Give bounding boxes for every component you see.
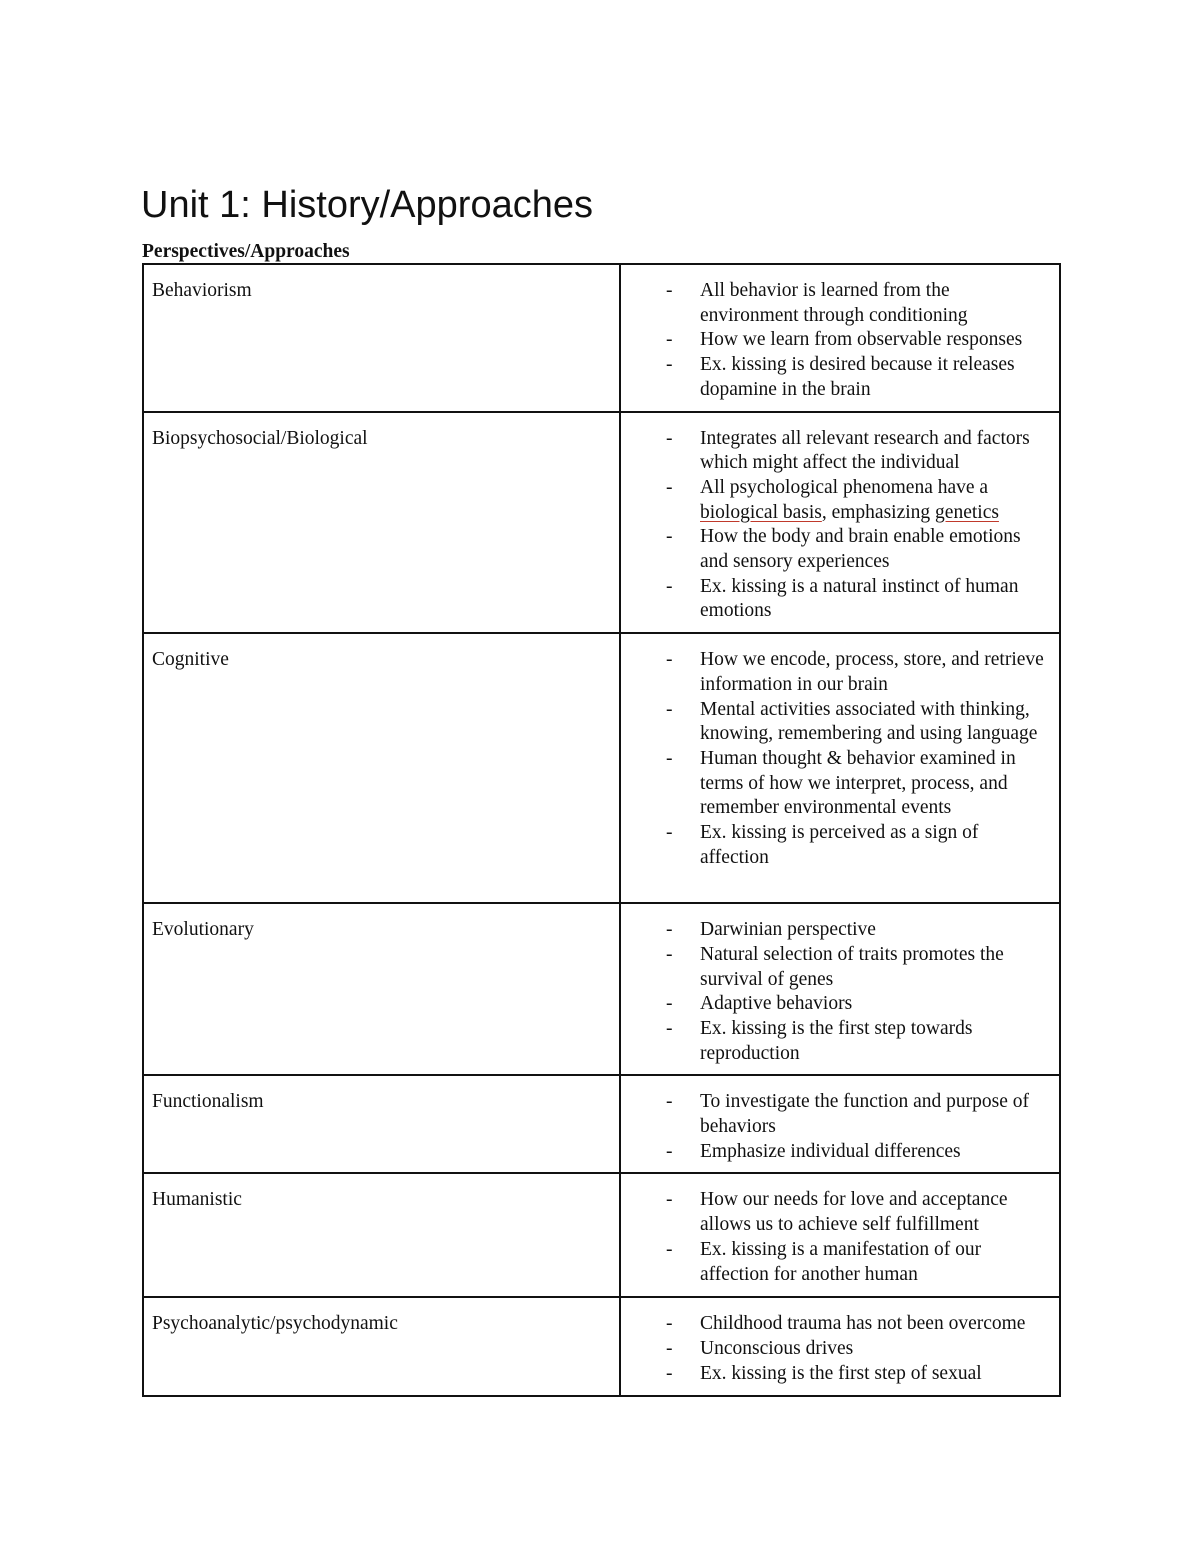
list-item: - How our needs for love and acceptance allows us to achieve self fulfillment	[621, 1188, 1051, 1237]
approach-name: Psychoanalytic/psychodynamic	[143, 1297, 620, 1395]
list-item-text: All psychological phenomena have a	[700, 476, 989, 498]
list-item: - Ex. kissing is a manifestation of our affection for another human	[621, 1238, 1051, 1287]
approach-description	[620, 264, 1060, 412]
approach-description	[620, 1173, 1060, 1297]
list-item	[621, 476, 1051, 525]
list-item-text: , emphasizing	[821, 501, 936, 523]
list-item: - Ex. kissing is the first step towards reproduction	[621, 1017, 1051, 1066]
approach-name: Evolutionary	[143, 903, 620, 1075]
bullet-list	[621, 1188, 1051, 1287]
table-row	[143, 903, 1060, 1075]
list-item: - Ex. kissing is the first step of sexual	[621, 1362, 1051, 1387]
approach-description	[620, 633, 1060, 903]
list-item: - Darwinian perspective	[621, 918, 1051, 943]
list-item: - Integrates all relevant research and factors which might affect the individual	[621, 427, 1051, 476]
bullet-list	[621, 1090, 1051, 1164]
table-row	[143, 1297, 1060, 1395]
list-item: - How the body and brain enable emotions and sensory experiences	[621, 525, 1051, 574]
approach-name: Biopsychosocial/Biological	[143, 412, 620, 634]
table-row	[143, 412, 1060, 634]
list-item: - To investigate the function and purpose of behaviors	[621, 1090, 1051, 1139]
list-item: - Human thought & behavior examined in terms of how we interpret, process, and remember environmental events	[621, 747, 1051, 821]
approaches-table	[142, 263, 1061, 1397]
approach-name: Humanistic	[143, 1173, 620, 1297]
page-title: Unit 1: History/Approaches	[141, 184, 593, 226]
list-item: - Emphasize individual differences	[621, 1140, 1051, 1165]
table-row	[143, 1173, 1060, 1297]
list-item: - How we learn from observable responses	[621, 328, 1051, 353]
approach-name: Behaviorism	[143, 264, 620, 412]
approach-description	[620, 412, 1060, 634]
bullet-list	[621, 279, 1051, 403]
list-item: - Ex. kissing is a natural instinct of human emotions	[621, 575, 1051, 624]
approach-name: Functionalism	[143, 1075, 620, 1173]
list-item: - Unconscious drives	[621, 1337, 1051, 1362]
table-row	[143, 264, 1060, 412]
bullet-list	[621, 427, 1051, 625]
table-row	[143, 1075, 1060, 1173]
bullet-list	[621, 918, 1051, 1066]
table-row	[143, 633, 1060, 903]
underlined-term: biological basis	[700, 501, 822, 523]
approach-description	[620, 1075, 1060, 1173]
list-item: - Ex. kissing is perceived as a sign of affection	[621, 821, 1051, 870]
list-item: - Adaptive behaviors	[621, 992, 1051, 1017]
underlined-term: genetics	[935, 501, 999, 523]
list-item: - Ex. kissing is desired because it releases dopamine in the brain	[621, 353, 1051, 402]
list-item: - How we encode, process, store, and retrieve information in our brain	[621, 648, 1051, 697]
list-item: - Childhood trauma has not been overcome	[621, 1312, 1051, 1337]
list-item: - Mental activities associated with thinking, knowing, remembering and using language	[621, 698, 1051, 747]
bullet-list	[621, 648, 1051, 870]
approach-description	[620, 903, 1060, 1075]
bullet-list	[621, 1312, 1051, 1386]
approach-description	[620, 1297, 1060, 1395]
list-item: - All behavior is learned from the environment through conditioning	[621, 279, 1051, 328]
section-heading: Perspectives/Approaches	[142, 241, 350, 262]
list-item: - Natural selection of traits promotes the survival of genes	[621, 943, 1051, 992]
approach-name: Cognitive	[143, 633, 620, 903]
